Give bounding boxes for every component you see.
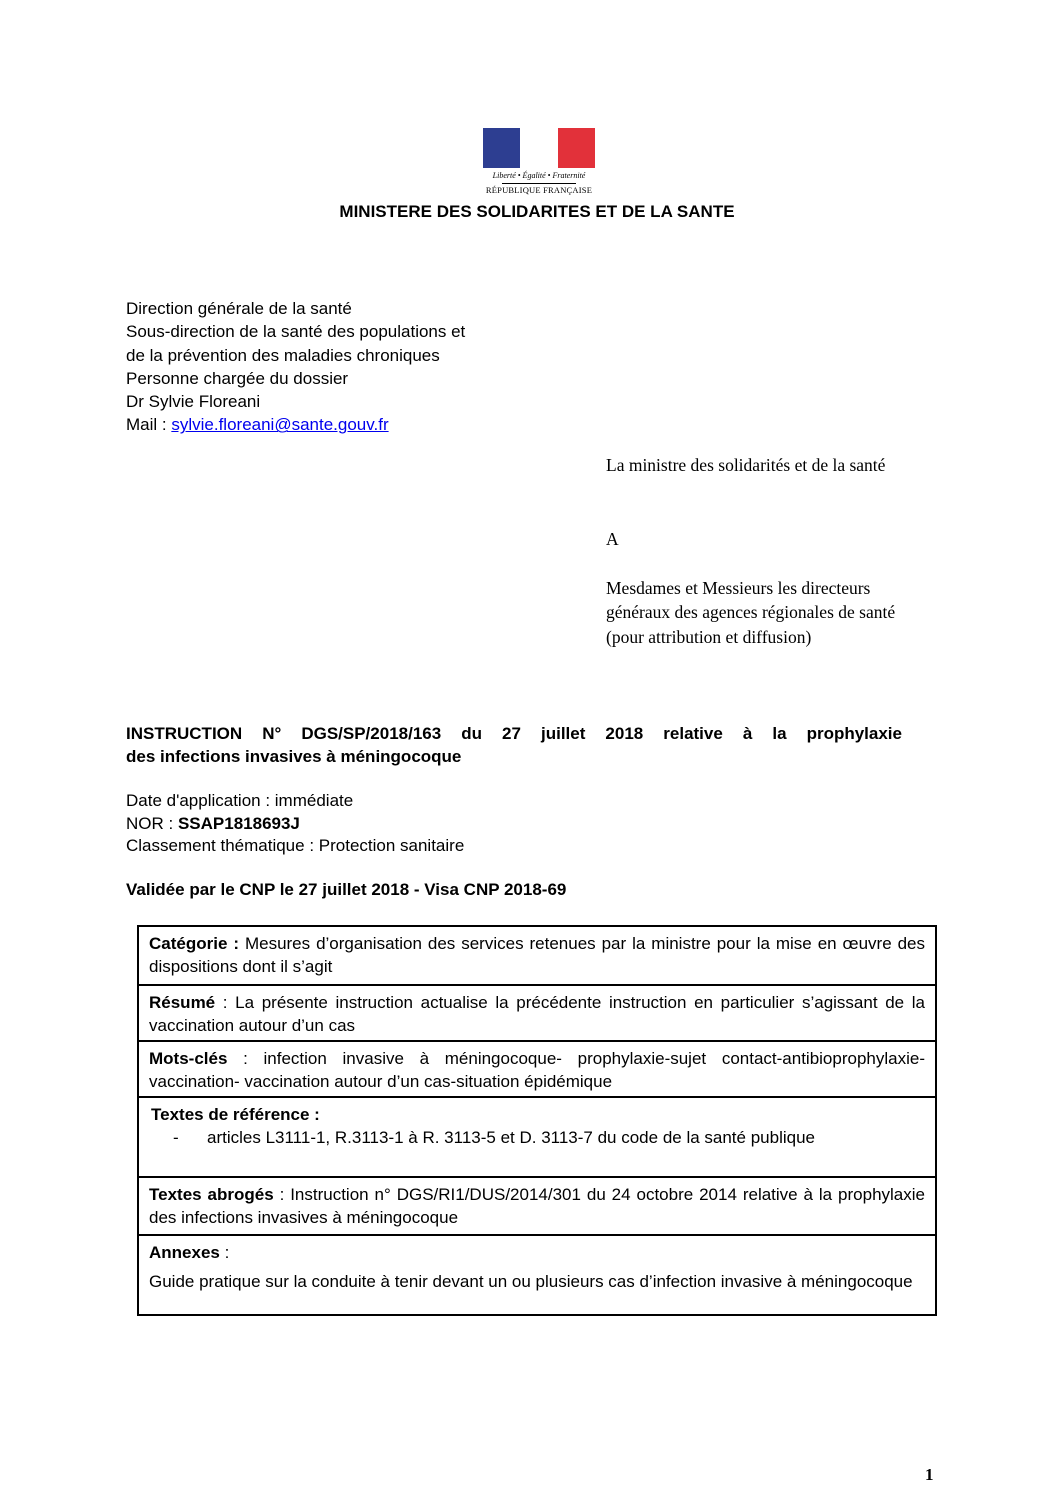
logo-motto: Liberté • Égalité • Fraternité: [492, 171, 586, 180]
direction-block: [126, 297, 465, 437]
categorie-label: Catégorie :: [149, 934, 240, 953]
annexes-label: Annexes: [149, 1243, 220, 1262]
textes-reference-text: articles L3111-1, R.3113-1 à R. 3113-5 et D. 3113-7 du code de la santé publique: [207, 1128, 815, 1148]
flag-white-band: [520, 128, 558, 168]
direction-line: Dr Sylvie Floreani: [126, 392, 261, 412]
tricolor-flag-icon: [483, 128, 595, 168]
row-categorie: [139, 927, 935, 984]
logo-divider: [502, 183, 576, 184]
recipient-block: [606, 576, 895, 649]
page-number: 1: [925, 1465, 934, 1484]
nor-label: NOR :: [126, 813, 178, 833]
direction-line: Sous-direction de la santé des populations et: [126, 322, 466, 342]
instruction-title: [126, 722, 902, 768]
direction-line: de la prévention des maladies chroniques: [126, 345, 440, 365]
textes-abroges-label: Textes abrogés: [149, 1185, 274, 1204]
resume-text: : La présente instruction actualise la précédente instruction en particulier s’agissant de la vaccination autour d’un cas: [149, 993, 925, 1036]
date-application: Date d'application : immédiate: [126, 791, 354, 810]
meta-block: [126, 790, 464, 858]
marianne-logo: [480, 128, 598, 196]
resume-label: Résumé: [149, 993, 216, 1012]
nor-value: SSAP1818693J: [177, 813, 300, 833]
mots-cles-text: : infection invasive à méningocoque- prophylaxie-sujet contact-antibioprophylaxie-vaccination- vaccination autour d’un cas-situation épidémique: [149, 1049, 925, 1092]
textes-reference-item: [149, 1126, 925, 1149]
recipient-line: (pour attribution et diffusion): [606, 626, 812, 647]
recipient-line: généraux des agences régionales de santé: [606, 602, 896, 623]
direction-line: Direction générale de la santé: [126, 299, 352, 318]
mail-line: [126, 413, 465, 436]
summary-table: [137, 925, 937, 1316]
instruction-title-line: des infections invasives à méningocoque: [126, 747, 462, 766]
flag-red-band: [558, 128, 595, 168]
validation-line: Validée par le CNP le 27 juillet 2018 - Visa CNP 2018-69: [126, 880, 567, 899]
classement: Classement thématique : Protection sanitaire: [126, 836, 465, 856]
ministry-title: MINISTERE DES SOLIDARITES ET DE LA SANTE: [339, 202, 735, 221]
nor-line: [126, 813, 464, 836]
annexes-text: Guide pratique sur la conduite à tenir devant un ou plusieurs cas d’infection invasive à méningocoque: [149, 1272, 913, 1292]
textes-abroges-text: : Instruction n° DGS/RI1/DUS/2014/301 du 24 octobre 2014 relative à la prophylaxie des infections invasives à méningocoque: [149, 1185, 925, 1228]
annexes-colon: :: [219, 1243, 230, 1262]
instruction-title-line: INSTRUCTION N° DGS/SP/2018/163 du 27 juillet 2018 relative à la prophylaxie: [126, 724, 902, 743]
textes-reference-label: Textes de référence :: [151, 1105, 320, 1124]
logo-republique: RÉPUBLIQUE FRANÇAISE: [485, 185, 593, 195]
sender-line: La ministre des solidarités et de la santé: [606, 455, 886, 475]
mail-label: Mail :: [126, 415, 172, 435]
mail-link[interactable]: sylvie.floreani@sante.gouv.fr: [171, 415, 389, 435]
row-resume: [139, 984, 935, 1040]
direction-line: Personne chargée du dossier: [126, 368, 349, 388]
recipient-a: A: [606, 529, 619, 549]
row-annexes: [139, 1234, 935, 1314]
row-textes-reference: [139, 1096, 935, 1176]
list-dash: -: [173, 1128, 179, 1148]
mots-cles-label: Mots-clés: [149, 1049, 228, 1068]
row-textes-abroges: [139, 1176, 935, 1234]
row-mots-cles: [139, 1040, 935, 1096]
flag-blue-band: [483, 128, 520, 168]
categorie-text: Mesures d’organisation des services retenues par la ministre pour la mise en œuvre des dispositions dont il s’agit: [149, 934, 926, 977]
recipient-line: Mesdames et Messieurs les directeurs: [606, 578, 871, 598]
